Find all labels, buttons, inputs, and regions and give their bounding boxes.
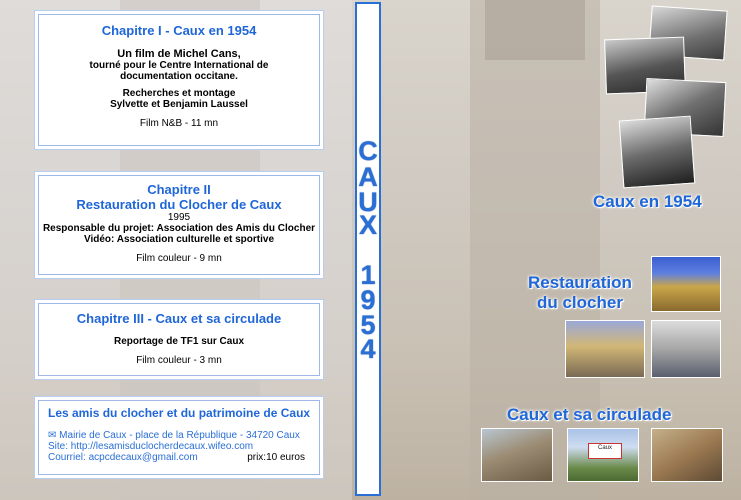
front-cover <box>383 0 741 500</box>
chapter2-video-credit: Vidéo: Association culturelle et sportive <box>83 234 275 245</box>
archive-photo-cart <box>619 116 696 189</box>
section-title-restauration-line2: du clocher <box>536 293 623 312</box>
chapter1-format: Film N&B - 11 mn <box>139 118 219 129</box>
section-title-circulade: Caux et sa circulade <box>507 405 672 424</box>
chapter1-research-label: Recherches et montage <box>122 88 236 99</box>
contact-email[interactable]: Courriel: acpcdecaux@gmail.com <box>48 452 198 463</box>
village-sign <box>588 443 622 459</box>
chapter1-title: Chapitre I - Caux en 1954 <box>101 23 257 38</box>
chapter2-card <box>38 175 320 275</box>
contact-email-row <box>48 452 311 463</box>
chapter2-title-line1: Chapitre II <box>147 182 211 197</box>
spine-letter-c: C <box>358 136 378 166</box>
chapter3-card <box>38 303 320 376</box>
chapter1-context: tourné pour le Centre International de documentation occitane. <box>89 60 269 82</box>
bell-window-photo <box>651 320 721 378</box>
village-sign-text: Caux <box>597 445 612 451</box>
contact-card <box>38 400 320 475</box>
chapter1-research-names: Sylvette et Benjamin Laussel <box>110 99 248 110</box>
spine-digit-1: 1 <box>360 260 376 290</box>
chapter2-title-line2: Restauration du Clocher de Caux <box>76 197 282 212</box>
section-title-restauration-line1: Restauration <box>528 273 632 292</box>
contact-address <box>48 430 311 441</box>
chapter3-title: Chapitre III - Caux et sa circulade <box>76 311 282 326</box>
spine-digit-9: 9 <box>360 285 376 315</box>
chapter2-year: 1995 <box>167 212 191 223</box>
village-sign-photo <box>567 428 639 482</box>
spine-letter-x: X <box>358 210 377 240</box>
chapter3-report: Reportage de TF1 sur Caux <box>113 336 245 347</box>
price-label: prix:10 euros <box>247 452 305 463</box>
contact-title: Les amis du clocher et du patrimoine de Caux <box>48 406 311 420</box>
chapter2-format: Film couleur - 9 mn <box>136 253 222 264</box>
chapter1-director: Un film de Michel Cans, <box>117 48 241 60</box>
spine-digit-4: 4 <box>360 334 376 364</box>
chapter3-format: Film couleur - 3 mn <box>136 355 222 366</box>
spine-digit-5: 5 <box>360 310 376 340</box>
envelope-icon: ✉ <box>48 430 57 441</box>
spine <box>355 2 381 496</box>
spine-letter-u: U <box>358 187 378 217</box>
section-title-caux-1954: Caux en 1954 <box>593 192 702 211</box>
aerial-village-photo <box>481 428 553 482</box>
chapter1-card <box>38 14 320 146</box>
spine-letter-a: A <box>358 162 378 192</box>
restored-tower-photo <box>651 256 721 312</box>
chapter2-project-lead: Responsable du projet: Association des Amis du Clocher <box>42 223 316 234</box>
scaffolding-photo <box>565 320 645 378</box>
contact-site[interactable]: Site: http://lesamisduclocherdecaux.wifeo.com <box>48 441 254 452</box>
section-title-restauration <box>528 273 632 313</box>
rooftops-photo <box>651 428 723 482</box>
contact-address-text: Mairie de Caux - place de la République - 34720 Caux <box>59 430 300 441</box>
